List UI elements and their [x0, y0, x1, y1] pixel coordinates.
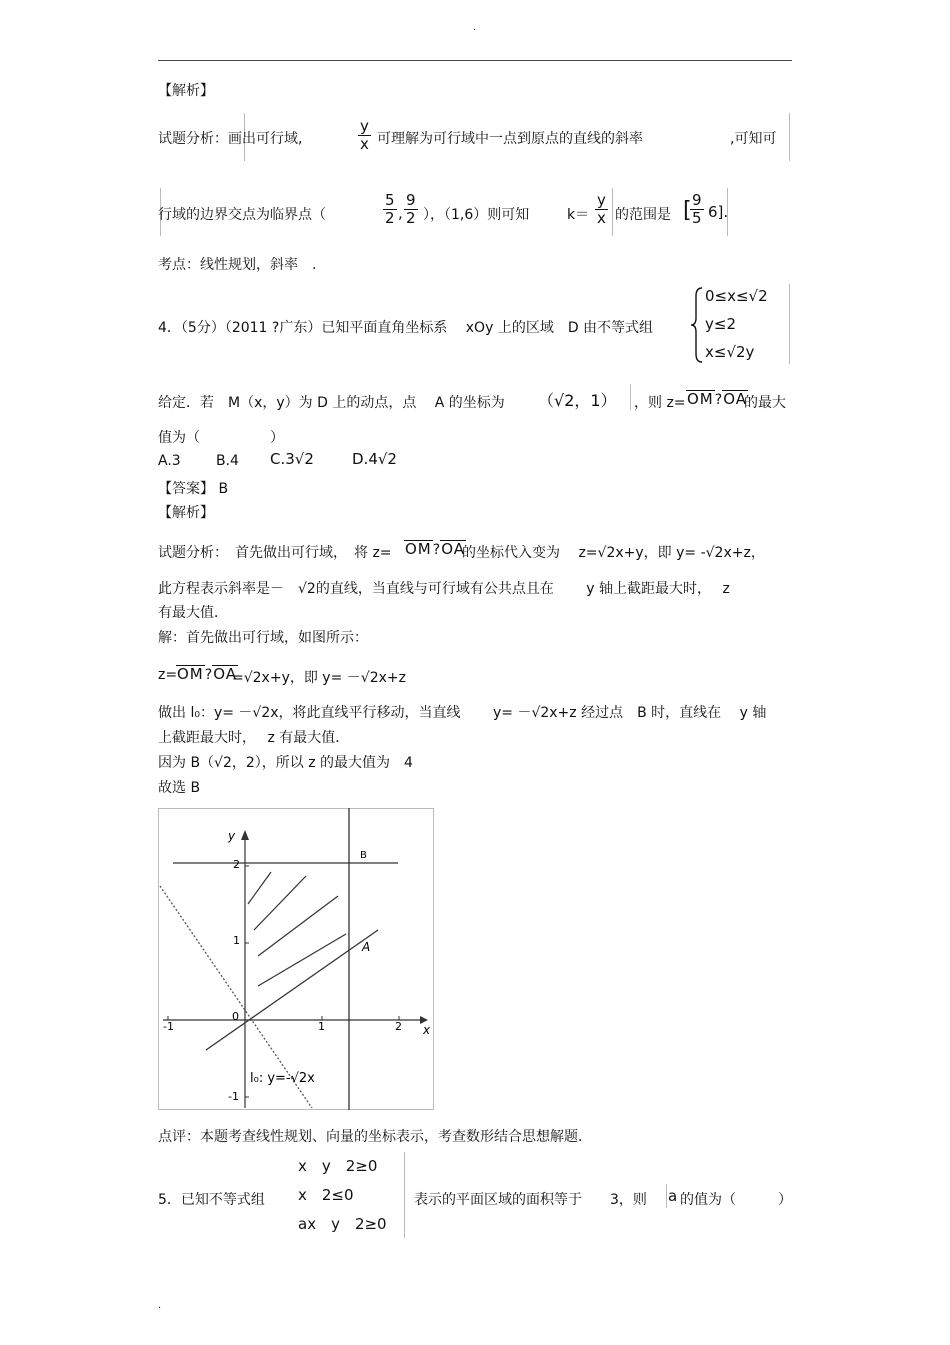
line-l0-label: l₀: y=-√2x	[250, 1071, 315, 1086]
x-axis-label: x	[423, 1023, 431, 1037]
q3-analysis-line2-a: 行域的边界交点为临界点（	[158, 207, 326, 223]
range-end: 6].	[708, 203, 729, 221]
point-B-label: B	[360, 850, 367, 861]
section-analysis-heading: 【解析】	[158, 505, 214, 521]
answer: 【答案】 B	[158, 481, 229, 497]
q4-stem-line2-c: 的最大	[744, 395, 786, 411]
q5-stem-b: 表示的平面区域的面积等于 3，则	[414, 1192, 647, 1208]
q4-solution-line1: 解：首先做出可行域，如图所示：	[158, 630, 368, 646]
figure-border	[159, 809, 434, 1110]
option-b: B.4	[216, 453, 239, 469]
tick-label-x: -1	[163, 1020, 174, 1033]
footer-dot: .	[158, 1300, 162, 1311]
vector-dot-product: OM?OA	[405, 540, 465, 558]
q3-k-equals: k＝	[567, 207, 590, 223]
section-analysis-heading: 【解析】	[158, 83, 214, 99]
q4-solution-line5: 因为 B（√2，2），所以 z 的最大值为 4	[158, 755, 413, 771]
option-c: C.3√2	[270, 450, 314, 468]
option-a: A.3	[158, 453, 181, 469]
q4-stem-line3: 值为（ ）	[158, 430, 284, 446]
vector-dot-product: OM?OA	[177, 665, 237, 683]
q4-stem-line2-a: 给定．若 M（x，y）为 D 上的动点，点 A 的坐标为	[158, 395, 505, 411]
option-d: D.4√2	[352, 450, 397, 468]
q4-inequality-system: 0≤x≤√2 y≤2 x≤√2y	[705, 287, 768, 361]
y-axis-label: y	[228, 829, 236, 843]
q3-analysis-line1-c: ,可知可	[730, 131, 777, 147]
q5-inequality-system: x y 2≥0 x 2≤0 ax y 2≥0	[298, 1157, 387, 1233]
q4-comment: 点评：本题考查线性规划、向量的坐标表示，考查数形结合思想解题．	[158, 1129, 592, 1145]
tick-label-origin: 0	[232, 1010, 239, 1023]
q4-solution-line6: 故选 B	[158, 780, 201, 796]
q3-analysis-line2-b: ），（1,6）则可知	[423, 207, 530, 223]
q4-analysis-line2: 此方程表示斜率是－ √2的直线，当直线与可行域有公共点且在 y 轴上截距最大时， z	[158, 581, 730, 597]
q4-stem-line1: 4．（5分）（2011 ?广东）已知平面直角坐标系 xOy 上的区域 D 由不等式组	[158, 320, 654, 336]
fraction-9-over-5: $\frac{9}{5}$	[692, 191, 702, 227]
tick-label-y: 2	[233, 858, 240, 871]
range-open-bracket: [	[683, 198, 692, 223]
tick-label-x: 1	[318, 1020, 325, 1033]
point-A-coords: （√2，1）	[538, 391, 617, 410]
tick-label-y: 1	[233, 934, 240, 947]
q5-variable-a: a	[668, 1187, 678, 1205]
q3-kaodian: 考点：线性规划，斜率 .	[158, 257, 317, 273]
box-edge	[666, 1184, 667, 1208]
q4-solution-line3: 做出 l₀：y= －√2x，将此直线平行移动，当直线 y= －√2x+z 经过点 B 时，直线在 y 轴	[158, 705, 767, 721]
header-rule	[158, 60, 792, 61]
tick-label-y: -1	[228, 1090, 239, 1103]
system-brace	[690, 286, 704, 368]
box-edge	[404, 1152, 405, 1238]
q4-solution-line2-a: z=	[158, 667, 178, 683]
q4-analysis-line1-b: 的坐标代入变为 z=√2x+y，即 y= -√2x+z，	[462, 545, 765, 561]
q5-stem-c: 的值为（ ）	[680, 1192, 792, 1208]
q4-analysis-line1-a: 试题分析： 首先做出可行域， 将 z=	[158, 545, 392, 561]
box-edge	[789, 284, 790, 364]
q4-solution-line2-b: =√2x+y，即 y= －√2x+z	[232, 670, 406, 686]
vector-dot-product: OM?OA	[687, 390, 747, 408]
fraction-y-over-x: $\frac{y}{x}$	[597, 191, 606, 227]
box-edge	[789, 113, 790, 161]
q3-analysis-line2-c: 的范围是	[615, 207, 671, 223]
box-edge	[630, 384, 631, 410]
q3-analysis-line1-b: 可理解为可行域中一点到原点的直线的斜率	[377, 131, 643, 147]
header-dot: .	[473, 22, 477, 33]
box-edge	[612, 188, 613, 236]
q5-stem-a: 5．已知不等式组	[158, 1192, 265, 1208]
q4-stem-line2-b: ，则 z=	[634, 395, 686, 411]
comma: ,	[398, 204, 403, 222]
q3-analysis-line1-a: 试题分析：画出可行域,	[158, 131, 303, 147]
fraction-5-over-2: $\frac{5}{2}$	[385, 191, 395, 227]
fraction-9-over-2: $\frac{9}{2}$	[406, 191, 416, 227]
tick-label-x: 2	[395, 1020, 402, 1033]
fraction-y-over-x: $\frac{y}{x}$	[360, 117, 369, 153]
feasible-region-figure	[158, 808, 434, 1110]
q4-analysis-line3: 有最大值．	[158, 605, 228, 621]
q4-solution-line4: 上截距最大时， z 有最大值．	[158, 730, 350, 746]
point-A-label: A	[362, 940, 371, 954]
